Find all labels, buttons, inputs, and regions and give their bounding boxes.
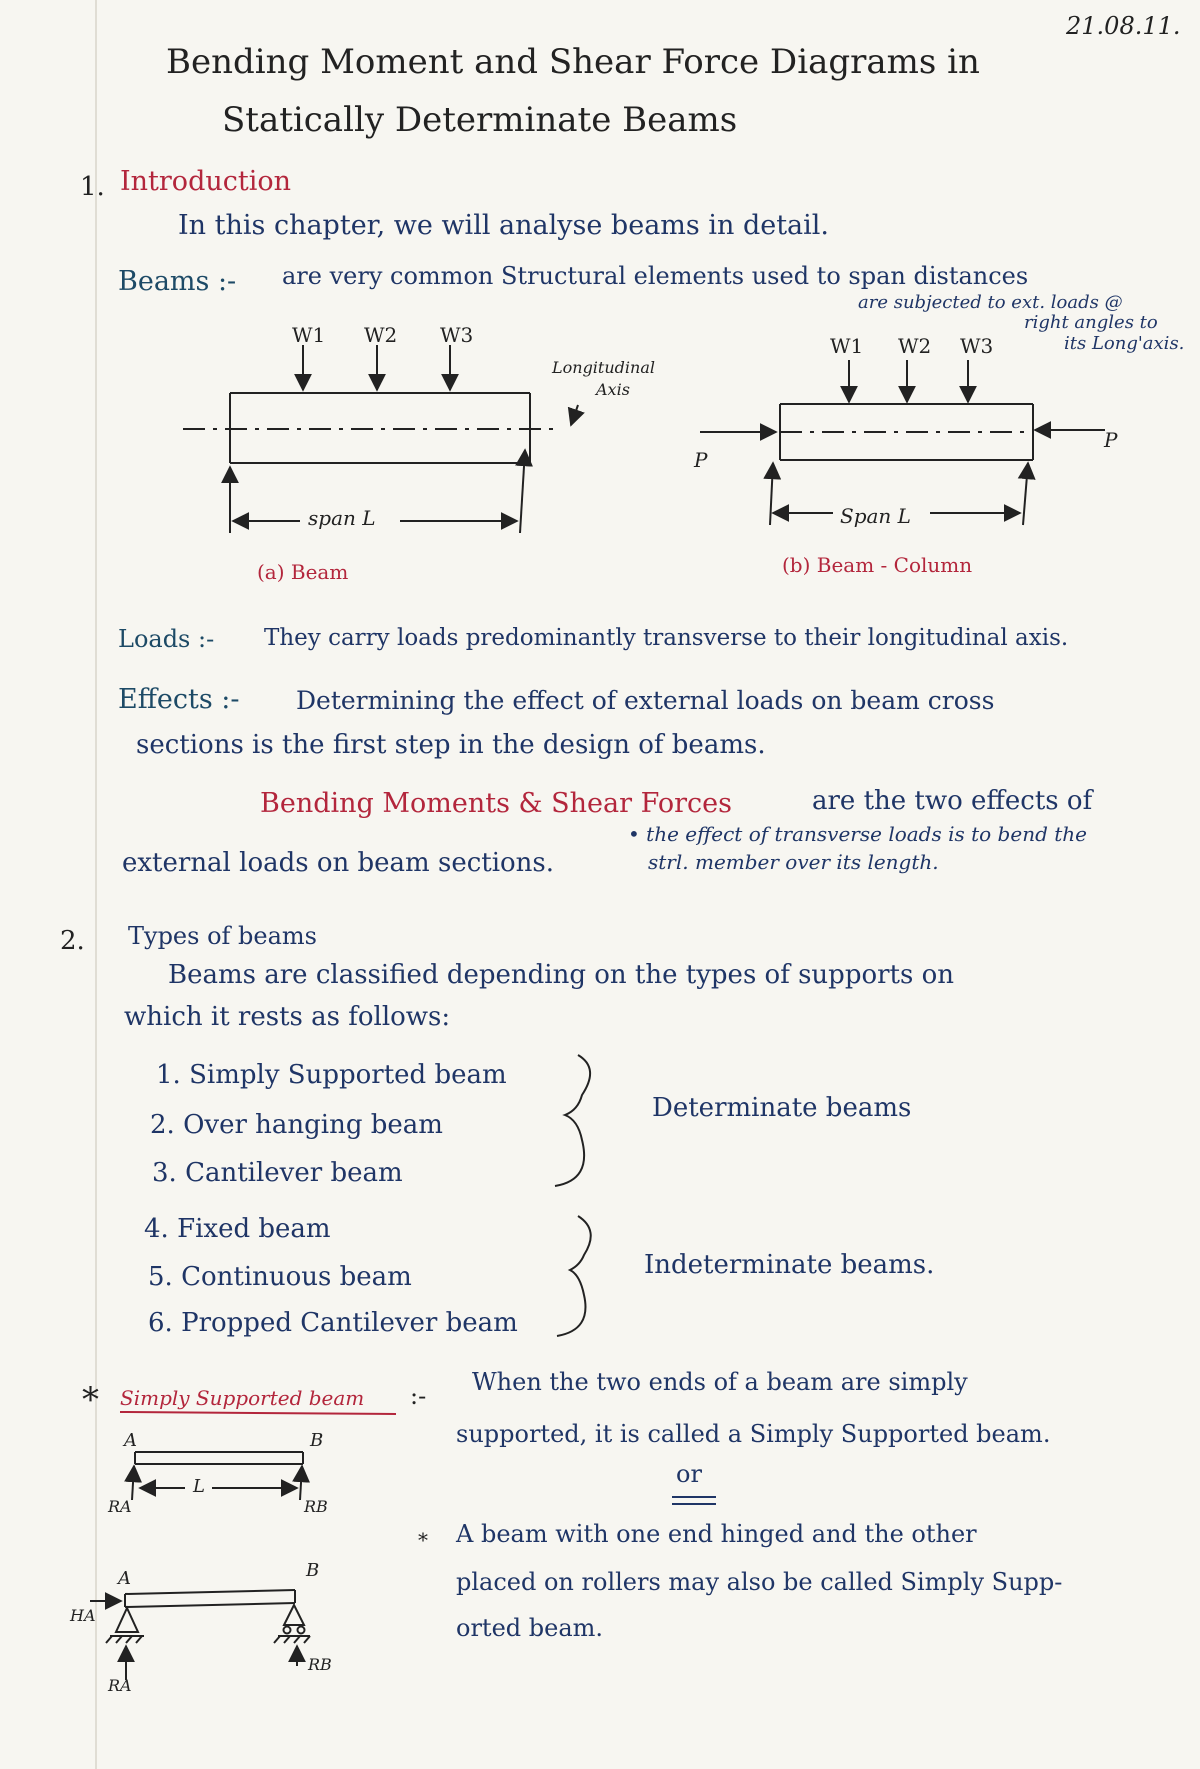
list-item: 2. Over hanging beam bbox=[150, 1110, 443, 1140]
bm-sf-highlight: Bending Moments & Shear Forces bbox=[260, 788, 732, 819]
section-number: 1. bbox=[80, 172, 105, 202]
effects-text-1: Determining the effect of external loads on beam cross bbox=[296, 686, 995, 715]
ss-fig1-label-a: A bbox=[124, 1430, 137, 1451]
section-2-heading: Types of beams bbox=[128, 922, 317, 950]
ss-fig2-label-a: A bbox=[118, 1568, 131, 1589]
ss-fig2-label-rb: RB bbox=[308, 1655, 332, 1674]
ss-fig2-label-b: B bbox=[306, 1560, 320, 1581]
list-item: 5. Continuous beam bbox=[148, 1262, 412, 1292]
section-2-intro-2: which it rests as follows: bbox=[124, 1002, 451, 1032]
beams-note-line2: right angles to bbox=[1024, 312, 1158, 333]
determinate-label: Determinate beams bbox=[652, 1093, 912, 1123]
ss-fig2-label-ra: RA bbox=[108, 1676, 132, 1695]
ss-fig1-label-rb: RB bbox=[304, 1497, 328, 1516]
ss-fig2-label-ha: HA bbox=[70, 1606, 96, 1625]
list-item: 6. Propped Cantilever beam bbox=[148, 1308, 518, 1338]
indeterminate-label: Indeterminate beams. bbox=[644, 1250, 935, 1280]
loads-label: Loads :- bbox=[118, 625, 215, 653]
fig-b-load-w2: W2 bbox=[898, 334, 932, 358]
fig-b-span: Span L bbox=[840, 504, 911, 528]
fig-b-force-left: P bbox=[694, 448, 708, 472]
fig-a-load-w2: W2 bbox=[364, 323, 398, 347]
ss-def-line-2: supported, it is called a Simply Supported beam. bbox=[456, 1420, 1051, 1448]
alt-star: * bbox=[418, 1528, 428, 1552]
ss-alt-line-1: A beam with one end hinged and the other bbox=[456, 1520, 977, 1548]
brace-determinate bbox=[555, 1055, 590, 1186]
page-title: Bending Moment and Shear Force Diagrams in bbox=[166, 42, 980, 82]
fig-b-load-w3: W3 bbox=[960, 334, 994, 358]
effects-text-2: sections is the first step in the design of beams. bbox=[136, 730, 766, 760]
effects-label: Effects :- bbox=[118, 684, 240, 715]
list-item: 1. Simply Supported beam bbox=[156, 1060, 507, 1090]
page-subtitle: Statically Determinate Beams bbox=[222, 100, 738, 140]
fig-a-load-w1: W1 bbox=[292, 323, 326, 347]
or-separator: or bbox=[676, 1460, 702, 1488]
figure-b-beam-column-drawing bbox=[700, 360, 1105, 525]
brace-indeterminate bbox=[557, 1216, 591, 1336]
date: 21.08.11. bbox=[1066, 12, 1181, 40]
ss-alt-line-3: orted beam. bbox=[456, 1614, 604, 1642]
ss-def-line-1: When the two ends of a beam are simply bbox=[472, 1368, 968, 1396]
intro-text: In this chapter, we will analyse beams in detail. bbox=[178, 210, 830, 241]
star-bullet: * bbox=[82, 1380, 99, 1420]
fig-a-axis-label-1: Longitudinal bbox=[552, 358, 655, 377]
fig-b-caption: (b) Beam - Column bbox=[782, 553, 973, 577]
list-item: 4. Fixed beam bbox=[144, 1214, 331, 1244]
fig-b-force-right: P bbox=[1104, 428, 1118, 452]
ss-fig1-label-b: B bbox=[310, 1430, 324, 1451]
beams-note-line1: are subjected to ext. loads @ bbox=[858, 292, 1123, 313]
fig-a-load-w3: W3 bbox=[440, 323, 474, 347]
bm-sf-text: are the two effects of bbox=[812, 786, 1093, 816]
ss-figure-2-drawing bbox=[90, 1590, 310, 1680]
loads-text: They carry loads predominantly transverse to their longitudinal axis. bbox=[264, 625, 1069, 651]
fig-a-span: span L bbox=[308, 506, 376, 530]
list-item: 3. Cantilever beam bbox=[152, 1158, 403, 1188]
beams-note-line3: its Long'axis. bbox=[1064, 333, 1185, 354]
section-2-number: 2. bbox=[60, 926, 85, 956]
beams-label: Beams :- bbox=[118, 266, 237, 297]
ss-fig1-label-l: L bbox=[193, 1476, 205, 1497]
simply-supported-heading: Simply Supported beam bbox=[120, 1386, 365, 1410]
beams-text: are very common Structural elements used to span distances bbox=[282, 262, 1029, 290]
ss-figure-1-drawing bbox=[132, 1452, 303, 1500]
fig-b-load-w1: W1 bbox=[830, 334, 864, 358]
ss-fig1-label-ra: RA bbox=[108, 1497, 132, 1516]
note-line-2: strl. member over its length. bbox=[648, 850, 939, 874]
section-2-intro-1: Beams are classified depending on the types of supports on bbox=[168, 960, 955, 990]
figure-a-beam-drawing bbox=[183, 345, 578, 533]
fig-a-axis-label-2: Axis bbox=[596, 380, 630, 399]
section-heading: Introduction bbox=[120, 166, 291, 197]
ss-alt-line-2: placed on rollers may also be called Simply Supp- bbox=[456, 1568, 1063, 1596]
fig-a-caption: (a) Beam bbox=[257, 560, 349, 584]
external-text: external loads on beam sections. bbox=[122, 848, 555, 878]
note-line-1: • the effect of transverse loads is to bend the bbox=[628, 822, 1087, 846]
heading-separator: :- bbox=[410, 1382, 427, 1410]
